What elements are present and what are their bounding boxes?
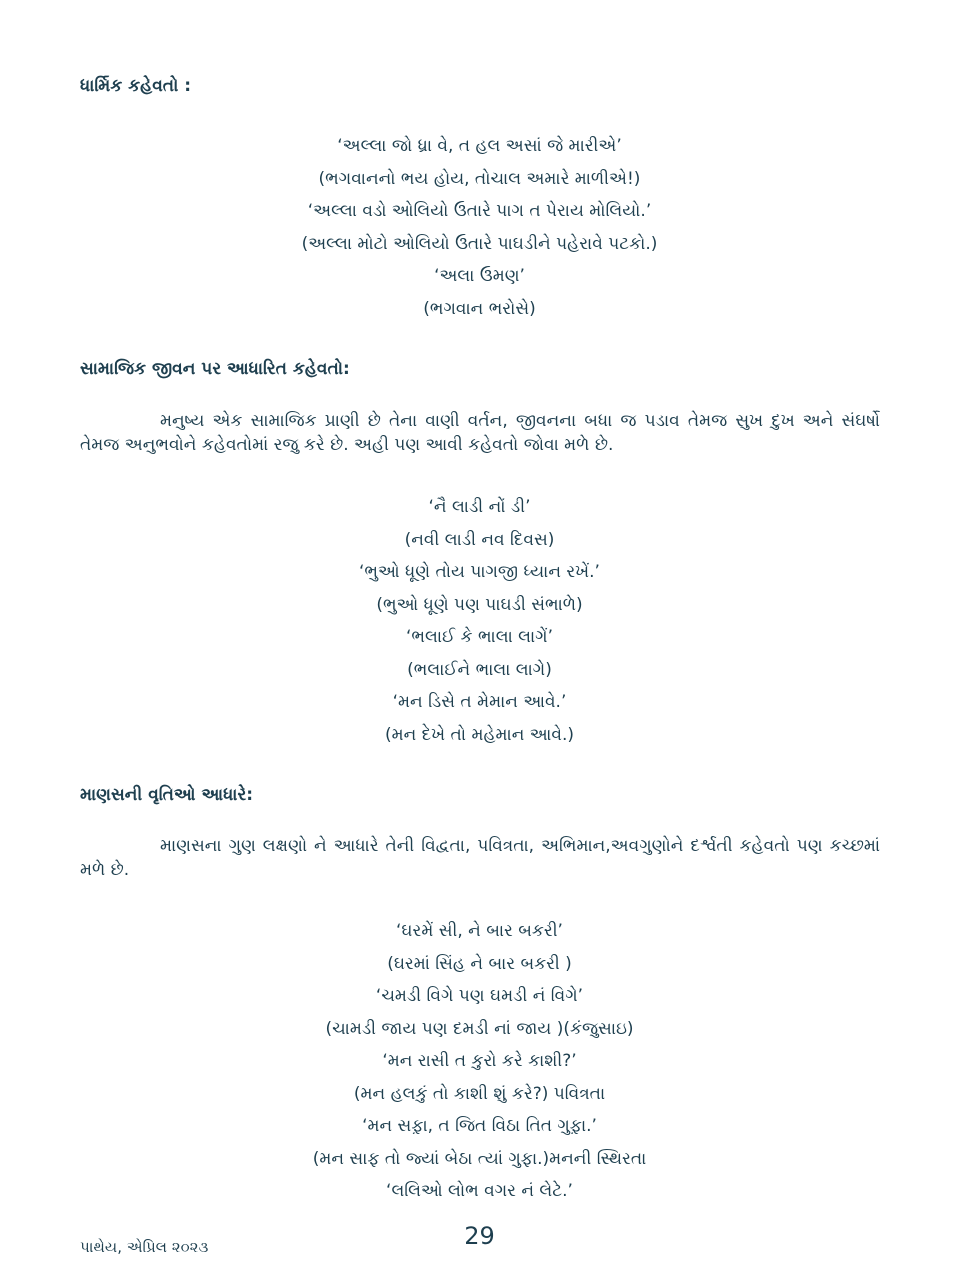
- page-number: 29: [464, 1222, 495, 1250]
- proverb-line: (મન હલકું તો કાશી શું કરે?) પવિત્રતા: [353, 1083, 606, 1104]
- proverb-block-social: [0, 491, 959, 751]
- proverb-line: ‘ચમડી વિગે પણ ઘમડી નં વિગે’: [375, 986, 584, 1006]
- section-paragraph-social: મનુષ્ય એક સામાજિક પ્રાણી છે તેના વાણી વર્તન, જીવનના બધા જ પડાવ તેમજ સુખ દુખ અને સંઘર્ષો તેમજ અનુભવોને કહેવતોમાં રજુ કરે છે. અહી પણ આવી કહેવતો જોવા મળે છે.: [80, 411, 880, 455]
- proverb-line: (અલ્લા મોટો ઓલિયો ઉતારે પાઘડીને પહેરાવે પટકો.): [301, 233, 658, 254]
- section-heading-religious: ધાર્મિક કહેવતો :: [80, 76, 192, 96]
- proverb-line: ‘ભુઓ ધૂણે તોય પાગજી ધ્યાન રખેં.’: [359, 562, 600, 582]
- proverb-line: (ચામડી જાય પણ દમડી નાં જાય )(કંજુસાઇ): [325, 1018, 634, 1039]
- section-heading-human-nature: માણસની વૃતિઓ આધારે:: [80, 785, 254, 805]
- proverb-line: (ભગવાન ભરોસે): [423, 298, 536, 319]
- proverb-block-human-nature: [0, 915, 959, 1208]
- section-heading-social: સામાજિક જીવન પર આધારિત કહેવતો:: [80, 359, 350, 379]
- proverb-line: ‘અલ્લા જો ધ્રા વે, ત હલ અસાં જે મારીએ’: [337, 136, 622, 156]
- section-paragraph-human-nature: માણસના ગુણ લક્ષણો ને આધારે તેની વિદ્વતા, પવિત્રતા, અભિમાન,અવગુણોને દર્શ્વતી કહેવતો પણ કચ્છમાં મળે છે.: [80, 836, 880, 880]
- proverb-line: (ભગવાનનો ભય હોય, તોચાલ અમારે માળીએ!): [318, 168, 641, 189]
- proverb-line: (નવી લાડી નવ દિવસ): [404, 529, 555, 550]
- proverb-line: ‘ઘરમેં સી, ને બાર બકરી’: [396, 921, 563, 941]
- proverb-line: ‘મન રાસી ત કુરો કરે કાશી?’: [382, 1051, 577, 1071]
- proverb-line: ‘અલ્લા વડો ઓલિયો ઉતારે પાગ ત પેરાય મોલિયો.’: [307, 201, 652, 221]
- proverb-block-religious: [0, 130, 959, 325]
- proverb-line: (ભલાઈને ભાલા લાગે): [407, 659, 552, 680]
- proverb-line: (મન સાફ તો જ્યાં બેઠા ત્યાં ગુફા.)મનની સ્થિરતા: [312, 1148, 647, 1169]
- footer-publication: પાથેય, એપ્રિલ ૨૦૨૩: [80, 1238, 209, 1256]
- proverb-line: ‘લલિઓ લોભ વગર નં લેટે.’: [386, 1181, 573, 1201]
- proverb-line: (ઘરમાં સિંહ ને બાર બકરી ): [387, 953, 572, 974]
- proverb-line: ‘અલા ઉમણ’: [434, 266, 525, 286]
- proverb-line: (ભુઓ ધૂણે પણ પાઘડી સંભાળે): [376, 594, 583, 615]
- proverb-line: ‘મન સફ઼ા, ત જિત વિઠા તિત ગુફ઼ા.’: [362, 1116, 597, 1136]
- proverb-line: ‘ભલાઈ કે ભાલા લાગેં’: [406, 627, 553, 647]
- proverb-line: ‘નૈ લાડી નોં ડી’: [428, 497, 531, 517]
- proverb-line: ‘મન ડિસે ત મેમાન આવે.’: [392, 692, 567, 712]
- proverb-line: (મન દેખે તો મહેમાન આવે.): [384, 724, 575, 745]
